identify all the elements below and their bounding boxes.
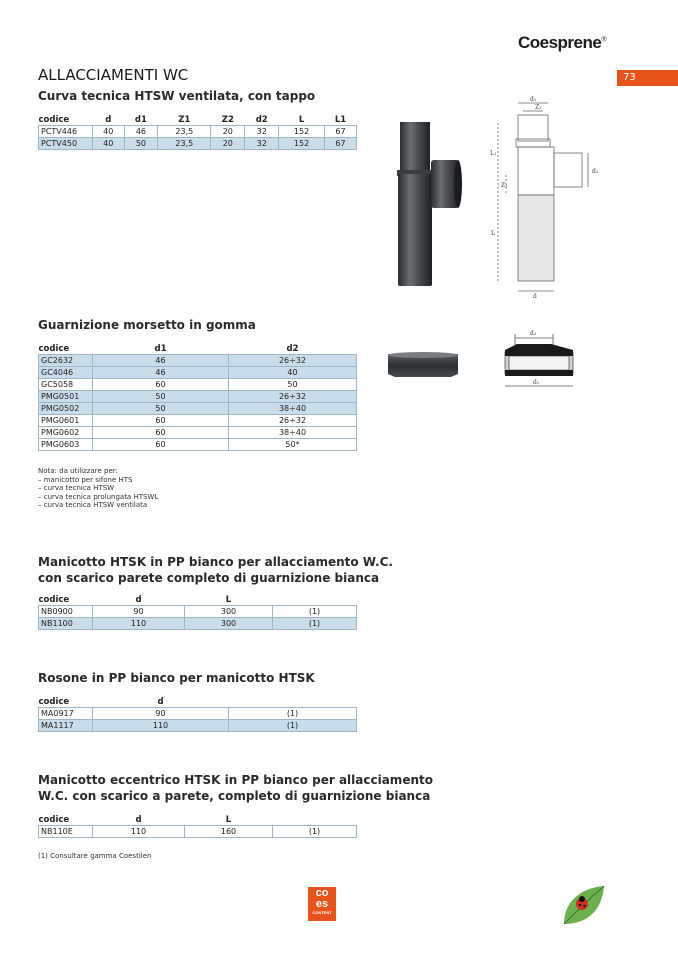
col-header: L — [185, 594, 273, 606]
cell: 32 — [245, 126, 279, 138]
cell: 20 — [211, 138, 245, 150]
col-header: L1 — [324, 114, 356, 126]
cell: 40 — [93, 126, 125, 138]
col-header: d1 — [93, 343, 229, 355]
curva-technical-drawing — [488, 95, 608, 300]
cell: 40 — [93, 138, 125, 150]
table-row — [39, 618, 357, 630]
cell: (1) — [273, 826, 357, 838]
cell: (1) — [229, 720, 357, 732]
cell: 60 — [93, 415, 229, 427]
cell: NB0900 — [39, 606, 93, 618]
page-title: ALLACCIAMENTI WC — [38, 66, 189, 84]
col-header: d2 — [229, 343, 357, 355]
cell: 160 — [185, 826, 273, 838]
cell: 50 — [93, 403, 229, 415]
cell: 50 — [124, 138, 158, 150]
dim-label: d₁ — [533, 379, 540, 386]
cell: 300 — [185, 606, 273, 618]
cell: 50 — [229, 379, 357, 391]
note-item: – curva tecnica prolungata HTSWL — [38, 492, 159, 501]
cell: 90 — [93, 606, 185, 618]
page-number: 73 — [617, 70, 678, 86]
cell: (1) — [273, 618, 357, 630]
cell: 152 — [279, 138, 325, 150]
table-rosone — [38, 696, 357, 732]
table-manicotto-eccentrico — [38, 814, 357, 838]
section-title-guarnizione: Guarnizione morsetto in gomma — [38, 318, 256, 332]
cell: 110 — [93, 826, 185, 838]
cell: MA0917 — [39, 708, 93, 720]
col-header: codice — [39, 696, 93, 708]
cell: NB110E — [39, 826, 93, 838]
cell: 38÷40 — [229, 403, 357, 415]
cell: 26÷32 — [229, 391, 357, 403]
cell: MA1117 — [39, 720, 93, 732]
cell: PMG0603 — [39, 439, 93, 451]
gasket-photo — [385, 350, 461, 380]
note-item: – manicotto per sifone HTS — [38, 475, 133, 484]
note-item: – curva tecnica HTSW ventilata — [38, 501, 148, 510]
cell: 60 — [93, 439, 229, 451]
cell: 32 — [245, 138, 279, 150]
cell: 90 — [93, 708, 229, 720]
cell: (1) — [273, 606, 357, 618]
title-line: Manicotto eccentrico HTSK in PP bianco per allacciamento — [38, 773, 433, 787]
cell: PMG0602 — [39, 427, 93, 439]
table-row — [39, 439, 357, 451]
cell: 46 — [93, 367, 229, 379]
cell: 152 — [279, 126, 325, 138]
dim-label: d — [533, 293, 537, 300]
cell: 20 — [211, 126, 245, 138]
col-header: d — [93, 594, 185, 606]
note-item: – curva tecnica HTSW — [38, 484, 115, 493]
brand-logo: Coesprene® — [517, 33, 606, 52]
cell: PCTV446 — [39, 126, 93, 138]
table-row — [39, 826, 357, 838]
dim-label: Z₂ — [535, 104, 542, 111]
cell: PMG0501 — [39, 391, 93, 403]
note-title: Nota: da utilizzare per: — [38, 467, 118, 475]
gasket-technical-drawing — [503, 328, 575, 394]
cell: 67 — [324, 126, 356, 138]
table-row — [39, 403, 357, 415]
logo-line: CONTENT — [312, 910, 332, 915]
cell: 50* — [229, 439, 357, 451]
table-row — [39, 126, 357, 138]
col-header: codice — [39, 814, 93, 826]
col-header: codice — [39, 343, 93, 355]
table-manicotto — [38, 594, 357, 630]
cell: GC2632 — [39, 355, 93, 367]
cell: 46 — [124, 126, 158, 138]
col-header: d2 — [245, 114, 279, 126]
table-row — [39, 355, 357, 367]
leaf-ladybug-icon — [560, 884, 608, 928]
table-row — [39, 720, 357, 732]
cell: 23,5 — [158, 126, 211, 138]
col-header: d — [93, 114, 125, 126]
col-header: codice — [39, 594, 93, 606]
cell: 38÷40 — [229, 427, 357, 439]
cell: 110 — [93, 720, 229, 732]
dim-label: d₂ — [530, 330, 537, 337]
cell: 60 — [93, 427, 229, 439]
col-header: Z2 — [211, 114, 245, 126]
title-line: con scarico parete completo di guarnizione bianca — [38, 571, 380, 585]
table-row — [39, 138, 357, 150]
footnote: (1) Consultare gamma Coestilen — [38, 852, 152, 860]
col-header: d1 — [124, 114, 158, 126]
dim-label: L₁ — [490, 150, 497, 157]
cell: GC4046 — [39, 367, 93, 379]
cell: PMG0502 — [39, 403, 93, 415]
title-line: Manicotto HTSK in PP bianco per allacciamento W.C. — [38, 555, 393, 569]
table-row — [39, 708, 357, 720]
col-header — [229, 696, 357, 708]
logo-line: es — [315, 898, 329, 910]
table-row — [39, 391, 357, 403]
table-row — [39, 367, 357, 379]
section-title-curva: Curva tecnica HTSW ventilata, con tappo — [38, 89, 316, 103]
col-header — [273, 814, 357, 826]
table-guarnizione — [38, 343, 357, 451]
table-row — [39, 415, 357, 427]
section-title-manicotto — [38, 554, 393, 586]
col-header: codice — [39, 114, 93, 126]
col-header: Z1 — [158, 114, 211, 126]
dim-label: d₁ — [530, 96, 537, 103]
cell: 23,5 — [158, 138, 211, 150]
dim-label: Z₁ — [501, 182, 508, 189]
col-header — [273, 594, 357, 606]
col-header: L — [279, 114, 325, 126]
section-title-rosone: Rosone in PP bianco per manicotto HTSK — [38, 671, 315, 685]
cell: NB1100 — [39, 618, 93, 630]
col-header: d — [93, 814, 185, 826]
cell: 26÷32 — [229, 355, 357, 367]
cell: 40 — [229, 367, 357, 379]
cell: 110 — [93, 618, 185, 630]
cell: GC5058 — [39, 379, 93, 391]
cell: 50 — [93, 391, 229, 403]
dim-label: L — [491, 230, 495, 237]
section-title-manicotto-eccentrico — [38, 772, 433, 804]
table-curva — [38, 114, 357, 150]
dim-label: d₂ — [592, 168, 599, 175]
table-row — [39, 379, 357, 391]
coes-logo — [308, 887, 336, 921]
table-row — [39, 427, 357, 439]
cell: PMG0601 — [39, 415, 93, 427]
table-row — [39, 606, 357, 618]
cell: 26÷32 — [229, 415, 357, 427]
title-line: W.C. con scarico a parete, completo di guarnizione bianca — [38, 789, 431, 803]
usage-note — [38, 467, 158, 510]
cell: 46 — [93, 355, 229, 367]
cell: 67 — [324, 138, 356, 150]
curva-photo — [395, 122, 465, 290]
cell: PCTV450 — [39, 138, 93, 150]
cell: 60 — [93, 379, 229, 391]
cell: (1) — [229, 708, 357, 720]
col-header: d — [93, 696, 229, 708]
cell: 300 — [185, 618, 273, 630]
logo-line: co — [315, 887, 329, 899]
col-header: L — [185, 814, 273, 826]
